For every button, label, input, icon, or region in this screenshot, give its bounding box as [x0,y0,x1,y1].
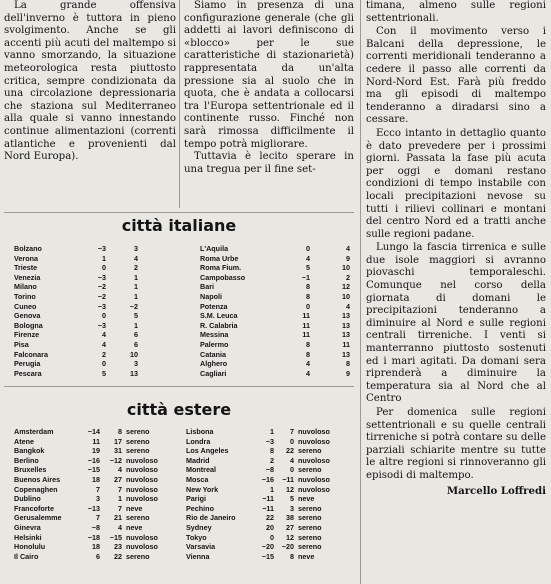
min-temp: −15 [87,465,100,475]
sky-condition: sereno [298,542,322,552]
max-temp: 8 [346,359,350,369]
sky-condition: nuvoloso [298,436,330,446]
max-temp: 1 [134,282,138,292]
min-temp: −3 [97,244,106,253]
city-name: R. Calabria [200,320,238,330]
foreign-cities-table-right [186,427,348,561]
min-temp: 1 [270,427,274,436]
article-paragraph: Lungo la fascia tirrenica e sulle due isole maggiori si avranno piovaschi temporaleschi. Comunque nel corso della giornata di domani le precipitazioni tenderanno a diminuire al Nord e sulle regioni centrali tirreniche. I venti si manterranno piuttosto sostenuti ed i mari agitati. Da domani sera riprenderà a diminuire la temperatura sia al Nord che al Centro [366,242,546,405]
article-paragraph: Tuttavia è lecito sperare in una tregua per il fine set- [184,151,354,175]
min-temp: 19 [92,446,100,456]
city-name: Falconara [14,349,48,359]
min-temp: 11 [302,320,310,330]
city-name: Cuneo [14,301,37,311]
min-temp: 2 [102,349,106,359]
min-temp: −13 [87,503,100,513]
min-temp: 1 [102,253,106,263]
weather-row [200,292,350,302]
max-temp: 3 [134,359,138,369]
article-paragraph: timana, almeno sulle regioni settentrionali. [366,0,546,24]
weather-row [186,494,348,504]
min-temp: 4 [306,368,310,378]
sky-condition: sereno [126,427,150,436]
city-name: Rio de Janeiro [186,513,236,523]
max-temp: 22 [114,551,122,561]
max-temp: −12 [109,455,122,465]
weather-row [14,302,138,312]
weather-row [200,369,350,379]
sky-condition: nuvoloso [126,484,158,494]
city-name: Gerusalemme [14,513,62,523]
city-name: Pisa [14,339,29,349]
max-temp: 13 [342,330,350,340]
city-name: Il Cairo [14,551,39,561]
city-name: Alghero [200,359,228,369]
weather-row [186,533,348,543]
max-temp: 13 [342,320,350,330]
max-temp: 12 [286,532,294,542]
min-temp: 18 [92,542,100,552]
city-name: Roma Urbe [200,253,239,263]
min-temp: 0 [102,263,106,273]
min-temp: 0 [306,244,310,253]
min-temp: −3 [97,272,106,282]
sky-condition: sereno [298,532,322,542]
weather-row [14,446,176,456]
weather-row [200,244,350,254]
weather-row [186,485,348,495]
weather-row [14,552,176,562]
city-name: New York [186,484,219,494]
max-temp: 1 [118,494,122,504]
city-name: Pescara [14,368,42,378]
article-paragraph: Per domenica sulle regioni settentrionali e su quelle centrali tirreniche si potrà contare su delle parziali schiarite mentre su tutte le altre regioni si rinnoveranno gli episodi di maltempo. [366,407,546,481]
max-temp: 22 [286,446,294,456]
weather-row [14,485,176,495]
weather-row [14,513,176,523]
weather-row [186,475,348,485]
sky-condition: sereno [126,446,150,456]
max-temp: 8 [290,551,294,561]
min-temp: −2 [97,291,106,301]
max-temp: 4 [346,301,350,311]
city-name: Torino [14,291,36,301]
sky-condition: sereno [126,551,150,561]
article-paragraph: Ecco intanto in dettaglio quanto è dato prevedere per i prossimi giorni. Passata la fase più acuta per oggi e domani restano condizioni di tempo instabile con locali precipitazioni nevose su tutti i rilievi collinari e montani del centro Nord ed a tratti anche sulle regioni padane. [366,127,546,240]
weather-row [14,244,138,254]
min-temp: −8 [265,465,274,475]
city-name: Verona [14,253,38,263]
weather-row [14,340,138,350]
max-temp: 10 [130,349,138,359]
min-temp: 8 [306,349,310,359]
min-temp: 22 [266,513,274,523]
weather-row [200,321,350,331]
max-temp: 2 [134,263,138,273]
city-name: Palermo [200,339,229,349]
city-name: Venezia [14,272,41,282]
min-temp: −18 [87,532,100,542]
min-temp: 0 [102,311,106,321]
city-name: Amsterdam [14,427,54,436]
sky-condition: neve [298,494,315,504]
min-temp: −15 [261,551,274,561]
max-temp: 6 [134,330,138,340]
city-name: Los Angeles [186,446,229,456]
max-temp: 4 [290,455,294,465]
min-temp: −2 [97,282,106,292]
sky-condition: neve [298,551,315,561]
weather-row [186,542,348,552]
max-temp: 13 [342,311,350,321]
city-name: Parigi [186,494,206,504]
weather-row [14,533,176,543]
italian-cities-title: città italiane [121,216,237,235]
weather-row [14,427,176,437]
sky-condition: nuvoloso [298,484,330,494]
weather-row [14,523,176,533]
min-temp: −14 [87,427,100,436]
weather-row [186,504,348,514]
weather-row [14,350,138,360]
weather-row [14,359,138,369]
foreign-cities-table-left [14,427,176,561]
min-temp: −8 [91,522,100,532]
sky-condition: sereno [298,446,322,456]
max-temp: 3 [290,503,294,513]
city-name: Helsinki [14,532,42,542]
max-temp: 13 [130,368,138,378]
city-name: Firenze [14,330,40,340]
min-temp: −3 [97,301,106,311]
max-temp: 7 [118,484,122,494]
article-paragraph: Siamo in presenza di una configurazione generale (che gli addetti ai lavori definiscono di «blocco» per le sue caratteristiche di stazionarietà) rappresentata da un'alta pressione sia al suolo che in quota, che è andata a collocarsi tra l'Europa settentrionale ed il continente russo. Finché non sarà rimossa difficilmente il tempo potrà migliorare. [184,0,354,150]
weather-row [14,475,176,485]
weather-row [14,282,138,292]
min-temp: 4 [306,253,310,263]
weather-row [200,350,350,360]
city-name: Mosca [186,474,209,484]
city-name: Perugia [14,359,41,369]
min-temp: 4 [102,339,106,349]
weather-row [14,465,176,475]
min-temp: −11 [262,494,274,504]
city-name: Madrid [186,455,210,465]
weather-row [14,273,138,283]
article-column-1 [4,0,176,164]
weather-row [14,456,176,466]
city-name: Roma Fium. [200,263,242,273]
column-divider [179,0,180,208]
max-temp: 5 [134,311,138,321]
max-temp: −11 [282,474,294,484]
min-temp: 5 [306,263,310,273]
min-temp: 8 [306,339,310,349]
city-name: Sydney [186,522,212,532]
max-temp: 21 [114,513,122,523]
max-temp: 2 [346,272,350,282]
max-temp: 4 [346,244,350,253]
weather-row [186,552,348,562]
city-name: Bangkok [14,446,45,456]
city-name: Atene [14,436,34,446]
min-temp: 11 [92,436,100,446]
min-temp: 6 [96,551,100,561]
city-name: Genova [14,311,41,321]
weather-row [186,427,348,437]
city-name: Bruxelles [14,465,47,475]
min-temp: 4 [306,359,310,369]
city-name: Montreal [186,465,216,475]
max-temp: 6 [134,339,138,349]
weather-row [14,311,138,321]
weather-row [14,330,138,340]
weather-row [200,340,350,350]
max-temp: 17 [114,436,122,446]
city-name: Tokyo [186,532,207,542]
sky-condition: nuvoloso [126,532,158,542]
article-paragraph: La grande offensiva dell'inverno è tuttora in pieno svolgimento. Anche se gli accenti più acuti del maltempo si vanno smorzando, la situazione meteorologica resta piuttosto critica, sempre condizionata da una circolazione depressionaria che staziona sul Mediterraneo alla quale si vanno innestando continue alimentazioni (correnti atlantiche e provenienti dal Nord Europa). [4,0,176,163]
sky-condition: nuvoloso [126,474,158,484]
city-name: Vienna [186,551,210,561]
sky-condition: sereno [298,513,322,523]
min-temp: 8 [270,446,274,456]
weather-row [186,465,348,475]
max-temp: 7 [290,427,294,436]
city-name: Berlino [14,455,39,465]
article-paragraph: Con il movimento verso i Balcani della depressione, le correnti meridionali tenderanno a cedere il passo alle correnti da Nord-Nord Est. Farà più freddo ma gli episodi di maltempo tenderanno a diradarsi sino a cessare. [366,26,546,126]
min-temp: 20 [266,522,274,532]
foreign-cities-title: città estere [126,400,232,419]
italian-cities-table-right [200,244,350,378]
sky-condition: nuvoloso [298,474,330,484]
sky-condition: nuvoloso [126,455,158,465]
min-temp: 5 [102,368,106,378]
city-name: Messina [200,330,229,340]
city-name: Campobasso [200,272,246,282]
max-temp: 9 [346,253,350,263]
max-temp: 10 [342,263,350,273]
city-name: Francoforte [14,503,54,513]
city-name: Milano [14,282,37,292]
min-temp: −16 [261,474,274,484]
weather-row [14,321,138,331]
city-name: Londra [186,436,211,446]
sky-condition: sereno [298,503,322,513]
sky-condition: sereno [126,436,150,446]
max-temp: 0 [290,465,294,475]
max-temp: 27 [286,522,294,532]
max-temp: 23 [114,542,122,552]
weather-row [200,302,350,312]
max-temp: 13 [342,349,350,359]
city-name: L'Aquila [200,244,229,253]
sky-condition: neve [126,503,143,513]
weather-row [14,494,176,504]
weather-row [14,292,138,302]
max-temp: 31 [114,446,122,456]
max-temp: 5 [290,494,294,504]
city-name: Bolzano [14,244,42,253]
city-name: Pechino [186,503,214,513]
max-temp: 0 [290,436,294,446]
weather-row [186,456,348,466]
city-name: S.M. Leuca [200,311,238,321]
min-temp: −3 [265,436,274,446]
city-name: Varsavia [186,542,216,552]
max-temp: 4 [118,465,122,475]
min-temp: 8 [306,282,310,292]
city-name: Lisbona [186,427,214,436]
city-name: Dublino [14,494,41,504]
min-temp: 11 [302,330,310,340]
city-name: Copenaghen [14,484,58,494]
city-name: Catania [200,349,226,359]
min-temp: 1 [270,484,274,494]
city-name: Ginevra [14,522,41,532]
city-name: Trieste [14,263,38,273]
article-column-2 [184,0,354,176]
min-temp: 7 [96,484,100,494]
min-temp: −3 [97,320,106,330]
max-temp: 3 [134,244,138,253]
sky-condition: sereno [298,465,322,475]
weather-row [186,513,348,523]
max-temp: 38 [286,513,294,523]
min-temp: 0 [102,359,106,369]
column-divider [360,0,361,584]
max-temp: −2 [129,301,138,311]
min-temp: 8 [306,291,310,301]
weather-row [14,542,176,552]
weather-row [14,263,138,273]
max-temp: 8 [118,427,122,436]
sky-condition: sereno [126,513,150,523]
min-temp: −16 [87,455,100,465]
min-temp: 0 [270,532,274,542]
weather-row [186,523,348,533]
weather-row [14,504,176,514]
author-signature: Marcello Loffredi [446,484,546,497]
min-temp: −20 [261,542,274,552]
sky-condition: sereno [298,522,322,532]
article-column-3 [366,0,546,497]
weather-row [200,330,350,340]
min-temp: 0 [306,301,310,311]
max-temp: 12 [342,282,350,292]
weather-row [200,254,350,264]
weather-row [200,311,350,321]
max-temp: 4 [118,522,122,532]
section-rule [4,386,354,387]
city-name: Potenza [200,301,228,311]
italian-cities-table-left [14,244,138,378]
city-name: Bari [200,282,214,292]
city-name: Cagliari [200,368,227,378]
max-temp: 12 [286,484,294,494]
min-temp: 3 [96,494,100,504]
sky-condition: nuvoloso [126,542,158,552]
weather-row [186,437,348,447]
sky-condition: neve [126,522,143,532]
min-temp: 2 [270,455,274,465]
max-temp: 1 [134,320,138,330]
max-temp: 1 [134,272,138,282]
weather-row [200,263,350,273]
max-temp: 7 [118,503,122,513]
city-name: Napoli [200,291,222,301]
max-temp: −20 [281,542,294,552]
min-temp: 4 [102,330,106,340]
weather-row [14,369,138,379]
sky-condition: nuvoloso [126,494,158,504]
sky-condition: nuvoloso [298,427,330,436]
weather-row [14,437,176,447]
max-temp: −15 [109,532,122,542]
max-temp: 10 [342,291,350,301]
city-name: Buenos Aires [14,474,61,484]
min-temp: 7 [96,513,100,523]
weather-row [200,282,350,292]
min-temp: 11 [302,311,310,321]
city-name: Bologna [14,320,43,330]
city-name: Honolulu [14,542,46,552]
max-temp: 9 [346,368,350,378]
min-temp: −1 [301,272,310,282]
max-temp: 27 [114,474,122,484]
weather-row [200,273,350,283]
weather-row [200,359,350,369]
sky-condition: nuvoloso [298,455,330,465]
min-temp: −11 [262,503,274,513]
min-temp: 18 [92,474,100,484]
weather-row [186,446,348,456]
max-temp: 1 [134,291,138,301]
weather-row [14,254,138,264]
section-rule [4,212,354,213]
max-temp: 4 [134,253,138,263]
max-temp: 11 [342,339,350,349]
sky-condition: nuvoloso [126,465,158,475]
